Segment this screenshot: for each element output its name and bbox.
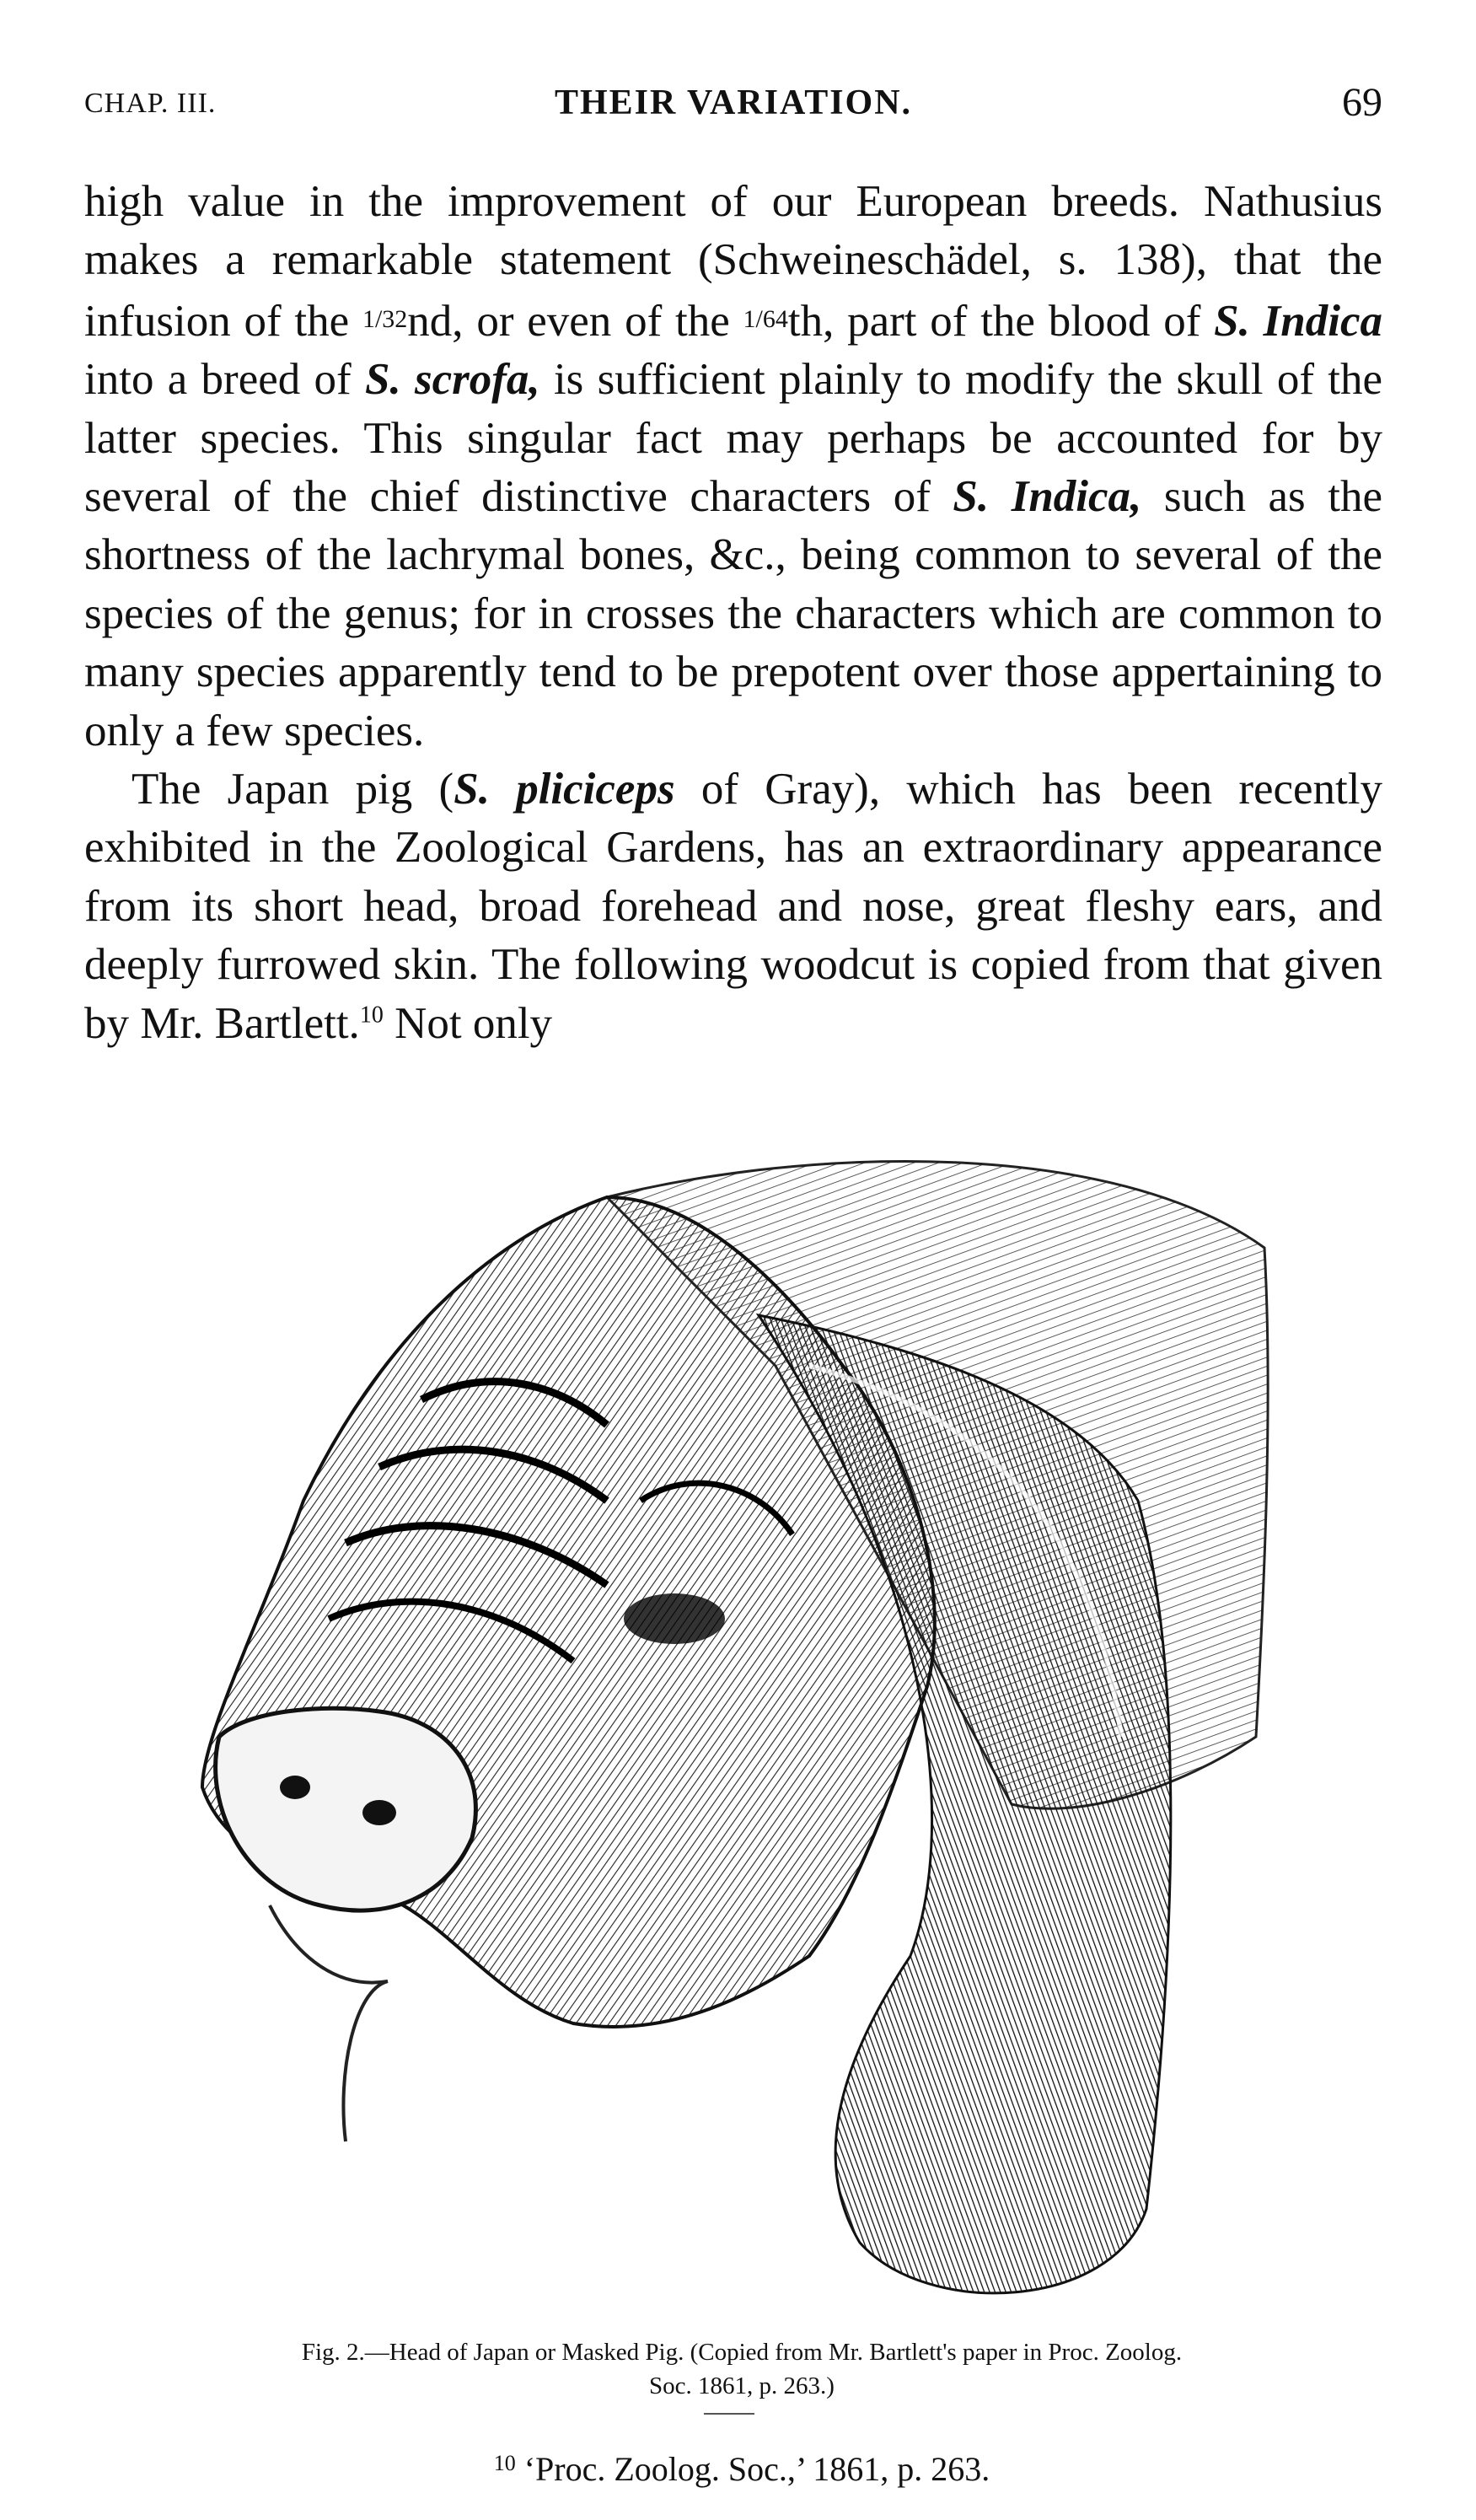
footnote	[135, 2449, 1349, 2489]
pig-head-illustration	[169, 1147, 1298, 2327]
snout-shape	[216, 1708, 476, 1910]
footnote-text: ‘Proc. Zoolog. Soc.,’ 1861, p. 263.	[523, 2450, 990, 2488]
text-run: Not only	[383, 998, 553, 1048]
footnote-mark: 10	[493, 2451, 516, 2475]
text-run: is sufficient plainly to modify the skull of the latter species. This singular fact may perhaps be accounted for by several of the chief distinctive characters of	[84, 355, 1382, 522]
caption-line-2: Soc. 1861, p. 263.)	[649, 2372, 835, 2399]
species-name: S. scrofa,	[364, 355, 540, 405]
body-text	[84, 173, 1382, 1053]
text-run: nd, or even of the	[407, 296, 743, 346]
fraction: 1/32	[362, 304, 408, 333]
chapter-label: CHAP. III.	[84, 88, 217, 119]
species-name: S. Indica,	[953, 472, 1142, 522]
text-run: th, part of the blood of	[787, 296, 1215, 346]
text-run: The Japan pig (	[131, 765, 454, 814]
fraction: 1/64	[743, 304, 788, 333]
figure-caption	[135, 2335, 1349, 2403]
running-title: THEIR VARIATION.	[554, 83, 913, 122]
footnote-divider	[704, 2413, 754, 2415]
text-run: high value in the improvement of our European breeds. Nathusius makes a remarkable statement (Schweineschädel, s. 138), that the infusion of the	[84, 177, 1382, 346]
species-name: S. pliciceps	[454, 765, 675, 814]
page-number: 69	[1342, 80, 1382, 125]
species-name: S. Indica	[1214, 296, 1383, 346]
footnote-reference: 10	[359, 1002, 384, 1029]
text-run: of Gray), which has been recently exhibited in the Zoological Gardens, has an extraordinary appearance from its short head, broad forehead and nose, great fleshy ears, and deeply furrowed skin. The following woodcut is copied from that given by Mr. Bartlett.	[84, 765, 1382, 1048]
caption-line-1: Fig. 2.—Head of Japan or Masked Pig. (Copied from Mr. Bartlett's paper in Proc. Zoolog.	[301, 2339, 1183, 2366]
paragraph-2	[84, 760, 1382, 1053]
text-run: into a breed of	[84, 355, 365, 405]
running-header	[84, 76, 1382, 135]
pig-head-woodcut	[169, 1147, 1298, 2327]
text-run: such as the shortness of the lachrymal bones, &c., being common to several of the species of the genus; for in crosses the characters which are common to many species apparently tend to be prepotent over those appertaining to only a few species.	[84, 472, 1382, 755]
paragraph-1	[84, 173, 1382, 760]
